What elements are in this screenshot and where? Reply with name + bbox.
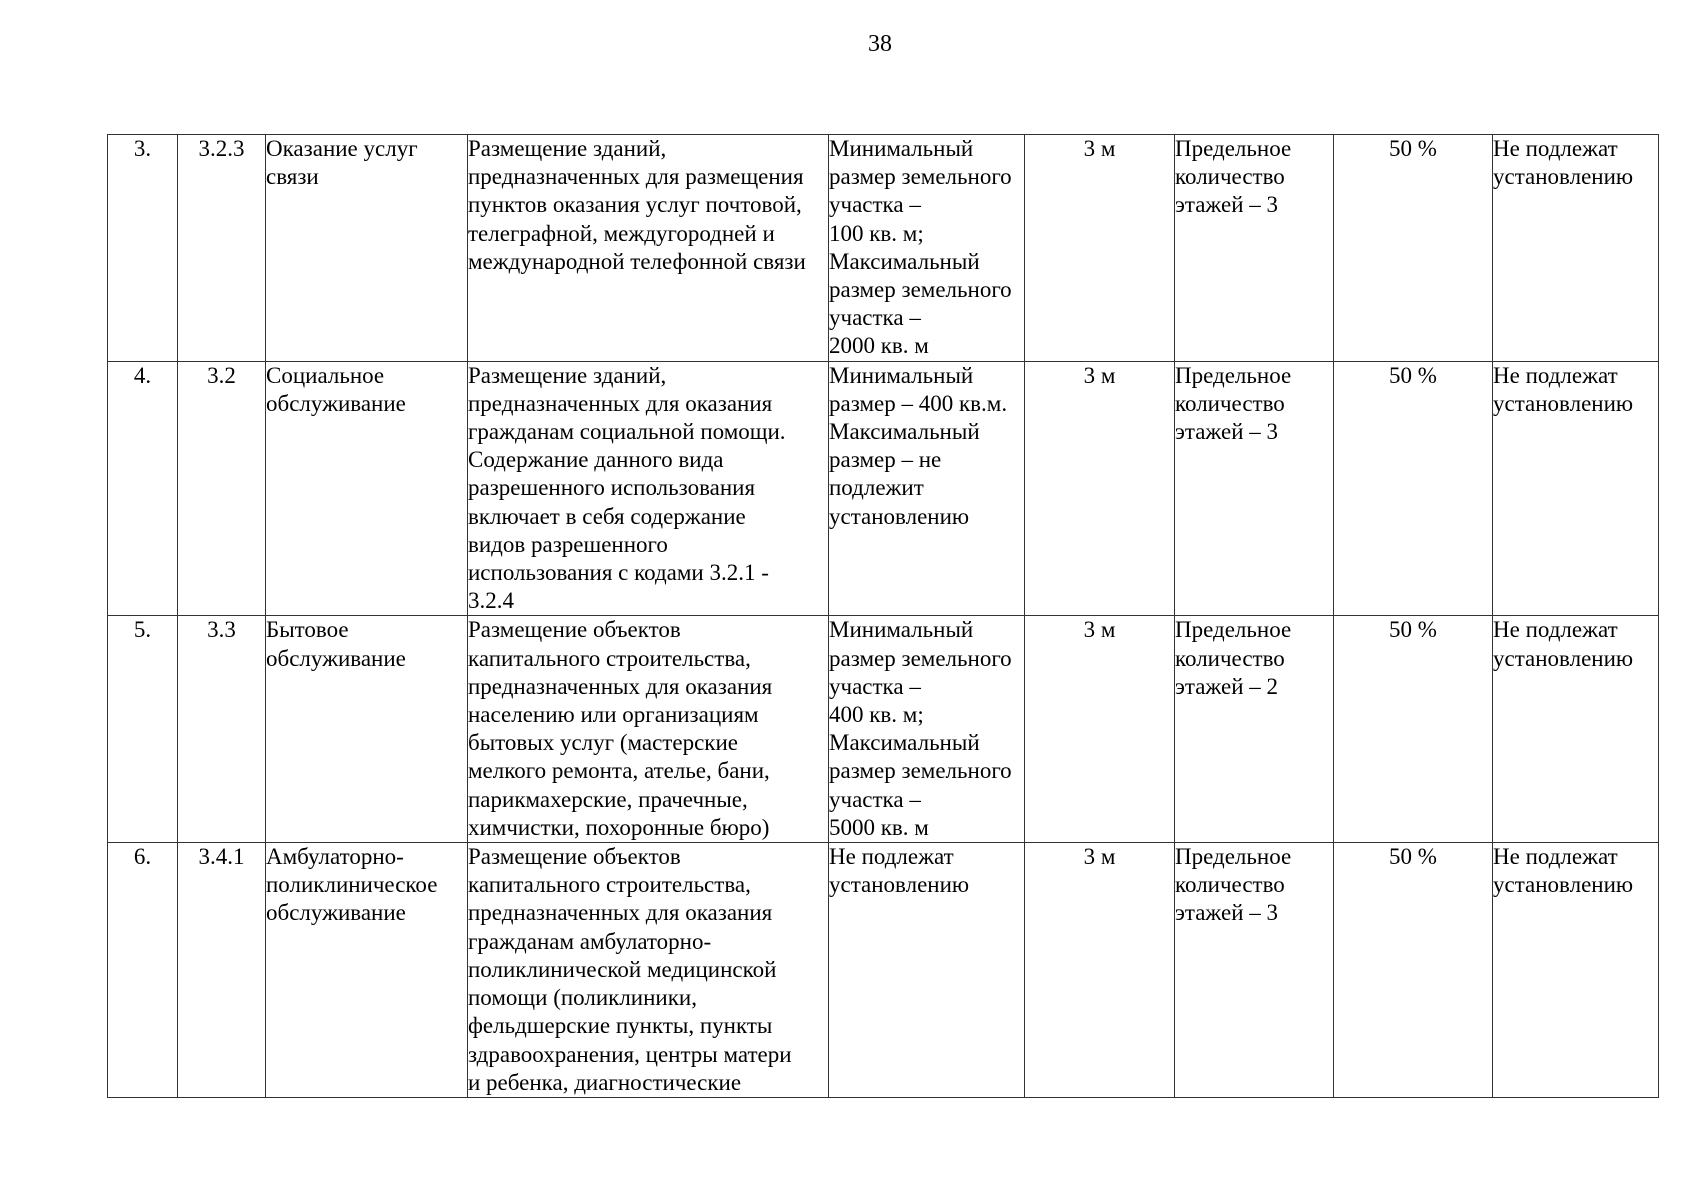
cell-line: размер – 400 кв.м. (829, 390, 1008, 416)
setback: 3 м (1025, 616, 1175, 843)
use-code: 3.2.3 (178, 135, 266, 362)
cell-line: этажей – 3 (1175, 419, 1279, 445)
cell-line: Не подлежат (1493, 136, 1618, 161)
cell-line: участка – (829, 305, 921, 331)
cell-line: Максимальный (829, 419, 980, 445)
cell-line: мелкого ремонта, ателье, бани, (468, 758, 770, 784)
cell-line: участка – (829, 673, 921, 699)
cell-line: установлению (829, 503, 970, 529)
cell-line: количество (1175, 390, 1285, 416)
floor-limit (1175, 843, 1334, 1098)
cell-line: фельдшерские пункты, пункты (468, 1013, 773, 1039)
land-use-table (107, 134, 1659, 1098)
coverage-percent: 50 % (1334, 361, 1493, 616)
cell-line: и ребенка, диагностические (468, 1069, 742, 1095)
cell-line: количество (1175, 872, 1285, 898)
cell-line: здравоохранения, центры матери (468, 1041, 792, 1067)
cell-line: Не подлежат (1493, 617, 1618, 643)
row-number: 6. (108, 843, 178, 1098)
cell-line: этажей – 3 (1175, 900, 1279, 926)
use-description (468, 135, 829, 362)
cell-line: использования с кодами 3.2.1 - (468, 560, 769, 586)
cell-line: установлению (829, 872, 970, 898)
cell-line: установлению (1493, 872, 1634, 898)
use-description (468, 361, 829, 616)
plot-size (829, 135, 1025, 362)
cell-line: бытовых услуг (мастерские (468, 730, 738, 756)
cell-line: парикмахерские, прачечные, (468, 786, 748, 812)
use-name (266, 843, 468, 1098)
cell-line: связи (266, 164, 319, 190)
cell-line: 2000 кв. м (829, 333, 929, 359)
cell-line: включает в себя содержание (468, 503, 746, 529)
cell-line: 3.2.4 (468, 588, 514, 614)
cell-line: Размещение зданий, (468, 362, 667, 388)
page-number: 38 (868, 31, 892, 57)
cell-line: Содержание данного вида (468, 447, 724, 473)
use-code: 3.2 (178, 361, 266, 616)
coverage-percent: 50 % (1334, 135, 1493, 362)
cell-line: капитального строительства, (468, 872, 751, 898)
cell-line: Бытовое (266, 617, 349, 643)
cell-line: предназначенных для оказания (468, 673, 773, 699)
setback: 3 м (1025, 361, 1175, 616)
coverage-percent: 50 % (1334, 843, 1493, 1098)
cell-line: Размещение зданий, (468, 136, 667, 161)
plot-size (829, 361, 1025, 616)
use-name (266, 616, 468, 843)
use-code: 3.4.1 (178, 843, 266, 1098)
other-params (1493, 843, 1659, 1098)
cell-line: размер земельного (829, 164, 1012, 190)
cell-line: Предельное (1175, 136, 1292, 161)
use-code: 3.3 (178, 616, 266, 843)
other-params (1493, 616, 1659, 843)
cell-line: Размещение объектов (468, 617, 681, 643)
plot-size (829, 616, 1025, 843)
row-number: 4. (108, 361, 178, 616)
cell-line: Максимальный (829, 248, 980, 274)
cell-line: телеграфной, междугородней и (468, 220, 775, 246)
cell-line: Предельное (1175, 617, 1292, 643)
cell-line: обслуживание (266, 390, 406, 416)
cell-line: обслуживание (266, 900, 406, 926)
table-row (108, 843, 1659, 1098)
floor-limit (1175, 361, 1334, 616)
cell-line: гражданам амбулаторно- (468, 928, 712, 954)
table-row (108, 135, 1659, 362)
use-name (266, 361, 468, 616)
cell-line: помощи (поликлиники, (468, 985, 697, 1011)
table-row (108, 361, 1659, 616)
cell-line: участка – (829, 786, 921, 812)
cell-line: участка – (829, 192, 921, 218)
floor-limit (1175, 135, 1334, 362)
cell-line: размер земельного (829, 758, 1012, 784)
row-number: 3. (108, 135, 178, 362)
cell-line: гражданам социальной помощи. (468, 419, 786, 445)
use-name (266, 135, 468, 362)
setback: 3 м (1025, 843, 1175, 1098)
cell-line: этажей – 3 (1175, 192, 1279, 218)
cell-line: размер земельного (829, 277, 1012, 303)
cell-line: размер – не (829, 447, 942, 473)
cell-line: предназначенных для оказания (468, 390, 773, 416)
cell-line: Социальное (266, 362, 385, 388)
cell-line: предназначенных для размещения (468, 164, 804, 190)
plot-size (829, 843, 1025, 1098)
cell-line: Максимальный (829, 730, 980, 756)
row-number: 5. (108, 616, 178, 843)
cell-line: Не подлежат (829, 844, 954, 870)
use-description (468, 616, 829, 843)
cell-line: пунктов оказания услуг почтовой, (468, 192, 802, 218)
cell-line: 5000 кв. м (829, 814, 929, 840)
cell-line: Размещение объектов (468, 844, 681, 870)
other-params (1493, 361, 1659, 616)
cell-line: этажей – 2 (1175, 673, 1279, 699)
cell-line: разрешенного использования (468, 475, 756, 501)
cell-line: 400 кв. м; (829, 702, 924, 728)
cell-line: предназначенных для оказания (468, 900, 773, 926)
cell-line: Минимальный (829, 362, 974, 388)
cell-line: Предельное (1175, 362, 1292, 388)
cell-line: капитального строительства, (468, 645, 751, 671)
cell-line: установлению (1493, 164, 1634, 190)
cell-line: поликлиническое (266, 872, 438, 898)
cell-line: Не подлежат (1493, 844, 1618, 870)
cell-line: Предельное (1175, 844, 1292, 870)
cell-line: населению или организациям (468, 702, 759, 728)
cell-line: установлению (1493, 645, 1634, 671)
cell-line: Минимальный (829, 136, 974, 161)
cell-line: международной телефонной связи (468, 248, 806, 274)
other-params (1493, 135, 1659, 362)
cell-line: поликлинической медицинской (468, 956, 777, 982)
setback: 3 м (1025, 135, 1175, 362)
cell-line: видов разрешенного (468, 531, 668, 557)
cell-line: химчистки, похоронные бюро) (468, 814, 770, 840)
cell-line: количество (1175, 645, 1285, 671)
cell-line: Минимальный (829, 617, 974, 643)
use-description (468, 843, 829, 1098)
cell-line: подлежит (829, 475, 924, 501)
cell-line: количество (1175, 164, 1285, 190)
cell-line: 100 кв. м; (829, 220, 924, 246)
cell-line: размер земельного (829, 645, 1012, 671)
floor-limit (1175, 616, 1334, 843)
cell-line: Оказание услуг (266, 136, 418, 161)
coverage-percent: 50 % (1334, 616, 1493, 843)
table-row (108, 616, 1659, 843)
cell-line: обслуживание (266, 645, 406, 671)
cell-line: Не подлежат (1493, 362, 1618, 388)
cell-line: Амбулаторно- (266, 844, 404, 870)
cell-line: установлению (1493, 390, 1634, 416)
